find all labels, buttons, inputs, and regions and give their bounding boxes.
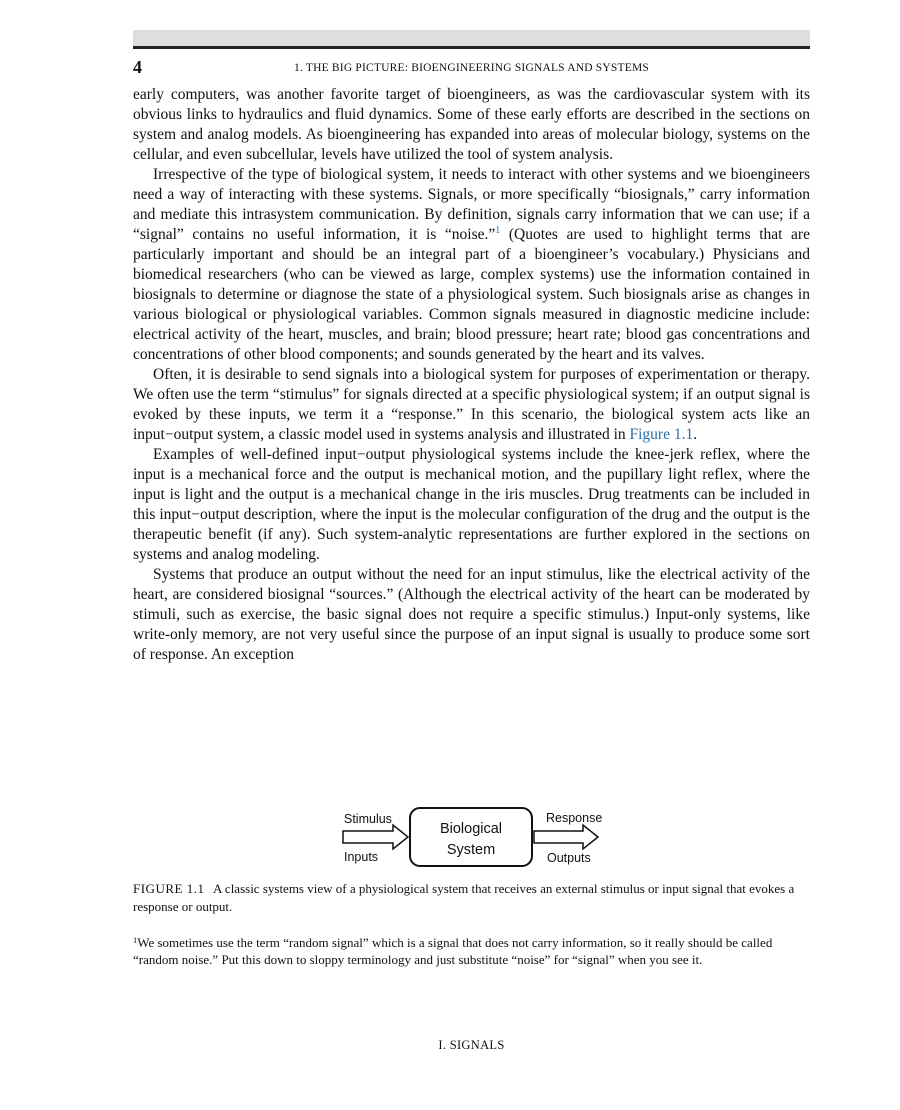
running-head: [133, 53, 810, 79]
box-label-line-2: System: [446, 842, 496, 858]
output-arrow: [534, 825, 598, 849]
paragraph-1: early computers, was another favorite target of bioengineers, as was the cardiovascular system with its obvious links to hydraulics and fluid dynamics. Some of these early efforts are described in the sections on system and analog models. As bioengineering has expanded into areas of molecular biology, systems on the cellular, and even subcellular, levels have utilized the tool of system analysis.: [133, 86, 810, 163]
running-title: 1. THE BIG PICTURE: BIOENGINEERING SIGNALS AND SYSTEMS: [294, 62, 649, 74]
paragraph-2-text-a: Irrespective of the type of biological system, it needs to interact with other systems and we bioengineers need a way of interacting with these systems. Signals, or more specifically “biosignals,” carry information and mediate this intrasystem communication. By definition, signals carry information that we can use; if a “signal” contains no useful information, it is “noise.”: [133, 166, 810, 243]
caption-label: FIGURE 1.1: [133, 881, 205, 896]
footnote-mark: 1: [133, 935, 138, 945]
outputs-label: Outputs: [547, 851, 591, 865]
stimulus-label: Stimulus: [344, 812, 392, 826]
paragraph-3-text-a: Often, it is desirable to send signals into a biological system for purposes of experimentation or therapy. We often use the term “stimulus” for signals directed at a specific physiological system; if an output signal is evoked by these inputs, we term it a “response.” In this scenario, the biological system acts like an input−output system, a classic model used in systems analysis and illustrated in: [133, 366, 810, 443]
figure-1-1: [133, 805, 810, 875]
box-label-line-1: Biological: [439, 821, 503, 837]
paragraph-3: [133, 365, 810, 445]
paragraph-2-text-b: (Quotes are used to highlight terms that are particularly important and should be an integral part of a bioengineer’s vocabulary.) Physicians and biomedical researchers (who can be viewed as large, complex systems) use the information contained in biosignals to determine or diagnose the state of a physiological system. Such biosignals arise as changes in various biological or physiological variables. Common signals measured in diagnostic medicine include: electrical activity of the heart, muscles, and brain; blood pressure; heart rate; blood gas concentrations and concentrations of other blood components; and sounds generated by the heart and its valves.: [133, 226, 810, 363]
caption-text: A classic systems view of a physiological system that receives an external stimulus or input signal that evokes a response or output.: [133, 881, 795, 914]
figure-caption: [133, 880, 810, 916]
page-number: 4: [133, 57, 142, 77]
paragraph-5: Systems that produce an output without the need for an input stimulus, like the electrical activity of the heart, are considered biosignal “sources.” (Although the electrical activity of the heart can be moderated by stimuli, such as exercise, the basic signal does not require a specific stimulus.) Input-only systems, like write-only memory, are not very useful since the purpose of an input signal is usually to produce some sort of response. An exception: [133, 566, 810, 663]
input-arrow: [343, 825, 408, 849]
figure-link[interactable]: Figure 1.1: [629, 426, 694, 443]
paragraph-3-text-b: .: [693, 426, 698, 443]
footnote-text: We sometimes use the term “random signal” which is a signal that does not carry information, so it really should be called “random noise.” Put this down to sloppy terminology and just substitute “noise” for “signal” when you see it.: [133, 935, 773, 967]
inputs-label: Inputs: [344, 850, 379, 864]
book-page: [133, 30, 810, 1052]
system-diagram: [338, 805, 608, 873]
response-label: Response: [546, 811, 603, 825]
footnote: [133, 934, 793, 968]
body-text: [133, 85, 810, 665]
footnote-reference[interactable]: 1: [495, 225, 501, 236]
paragraph-4: Examples of well-defined input−output physiological systems include the knee-jerk reflex, where the input is a mechanical force and the output is mechanical motion, and the pupillary light reflex, where the input is light and the output is a mechanical change in the iris muscles. Drug treatments can be included in this input−output description, where the input is the molecular configuration of the drug and the output is the therapeutic benefit (if any). Such system-analytic representations are further explored in the sections on systems and analog modeling.: [133, 446, 810, 563]
page-footer: I. SIGNALS: [438, 1038, 505, 1052]
paragraph-2: [133, 165, 810, 365]
header-bar: [133, 30, 810, 49]
